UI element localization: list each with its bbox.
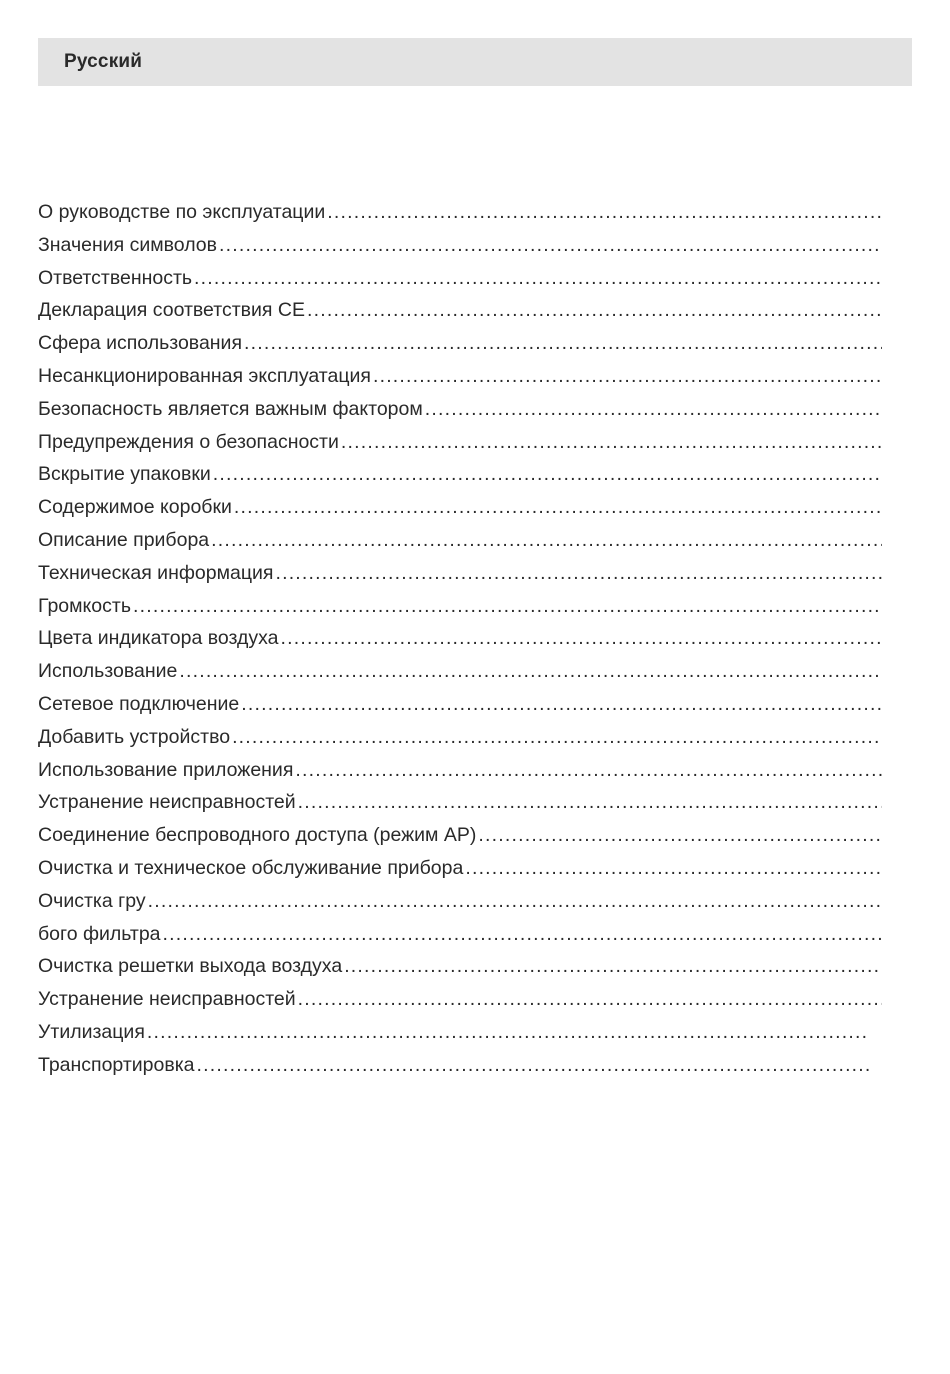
toc-dot-leader <box>373 360 882 393</box>
toc-item[interactable] <box>38 622 882 655</box>
toc-item[interactable] <box>38 885 882 918</box>
language-header <box>38 38 912 86</box>
toc-dot-leader <box>298 786 882 819</box>
toc-item[interactable] <box>38 196 882 229</box>
toc-item[interactable] <box>38 524 882 557</box>
toc-item-label: Очистка решетки выхода воздуха <box>38 955 343 978</box>
toc-item[interactable] <box>38 360 882 393</box>
toc-item[interactable] <box>38 754 882 787</box>
toc-item-label: бого фильтра <box>38 922 161 945</box>
toc-item[interactable] <box>38 491 882 524</box>
toc-item-label: Сфера использования <box>38 332 243 355</box>
toc-item[interactable] <box>38 983 882 1016</box>
toc-item[interactable] <box>38 918 882 951</box>
toc-item[interactable] <box>38 1016 870 1049</box>
toc-item-label: О руководстве по эксплуатации <box>38 201 326 223</box>
toc-item-label: Соединение беспроводного доступа (режим AP) <box>38 824 477 847</box>
toc-dot-leader <box>232 721 882 754</box>
toc-item-label: Устранение неисправностей <box>38 791 296 814</box>
toc-item[interactable] <box>38 721 882 754</box>
toc-item-label: Несанкционированная эксплуатация <box>38 364 371 387</box>
toc-dot-leader <box>219 229 882 262</box>
toc-dot-leader <box>281 622 883 655</box>
toc-item-label: Громкость <box>38 594 131 617</box>
toc-item[interactable] <box>38 819 882 852</box>
toc-item-label: Добавить устройство <box>38 725 231 748</box>
toc-dot-leader <box>295 754 882 787</box>
toc-dot-leader <box>194 262 882 295</box>
toc-item[interactable] <box>38 590 882 623</box>
toc-item[interactable] <box>38 262 882 295</box>
toc-dot-leader <box>275 557 882 590</box>
toc-item[interactable] <box>38 655 882 688</box>
toc-item[interactable] <box>38 458 882 491</box>
toc-item-label: Техническая информация <box>38 561 274 584</box>
toc-item[interactable] <box>38 393 882 426</box>
toc-dot-leader <box>147 1016 870 1049</box>
toc-item-label: Использование <box>38 660 178 683</box>
toc-item-label: Очистка гру <box>38 889 146 912</box>
toc-dot-leader <box>133 590 882 623</box>
toc-item[interactable] <box>38 688 882 721</box>
toc-item-label: Содержимое коробки <box>38 496 232 519</box>
toc-dot-leader <box>341 426 882 459</box>
toc-item-label: Транспортировка <box>38 1053 195 1076</box>
toc-item[interactable] <box>38 229 882 262</box>
toc-dot-leader <box>465 852 882 885</box>
toc-dot-leader <box>179 655 882 688</box>
toc-dot-leader <box>197 1049 870 1082</box>
toc-dot-leader <box>241 688 882 721</box>
toc-dot-leader <box>163 918 882 951</box>
toc-item-label: Вскрытие упаковки <box>38 463 211 486</box>
toc-dot-leader <box>327 196 882 229</box>
toc-item-label: Утилизация <box>38 1020 145 1043</box>
toc-dot-leader <box>213 458 882 491</box>
toc-dot-leader <box>298 983 882 1016</box>
toc-item-label: Значения символов <box>38 233 218 256</box>
toc-dot-leader <box>344 950 882 983</box>
table-of-contents <box>38 196 882 1082</box>
toc-item-label: Декларация соответствия CE <box>38 299 305 322</box>
toc-item-label: Предупреждения о безопасности <box>38 430 339 453</box>
toc-item-label: Использование приложения <box>38 758 294 781</box>
toc-dot-leader <box>478 819 882 852</box>
toc-dot-leader <box>234 491 882 524</box>
toc-item[interactable] <box>38 294 882 327</box>
toc-item[interactable] <box>38 950 882 983</box>
toc-item-label: Описание прибора <box>38 528 210 551</box>
toc-item-label: Ответственность <box>38 266 193 289</box>
toc-item[interactable] <box>38 852 882 885</box>
language-title: Русский <box>64 51 143 72</box>
toc-item[interactable] <box>38 1049 870 1082</box>
toc-dot-leader <box>425 393 882 426</box>
toc-item-label: Безопасность является важным фактором <box>38 397 423 420</box>
toc-item-label: Устранение неисправностей <box>38 988 296 1011</box>
toc-item-label: Сетевое подключение <box>38 692 240 715</box>
toc-item[interactable] <box>38 786 882 819</box>
toc-dot-leader <box>307 294 882 327</box>
toc-dot-leader <box>244 327 882 360</box>
toc-item[interactable] <box>38 557 882 590</box>
toc-item-label: Очистка и техническое обслуживание прибора <box>38 856 464 879</box>
toc-item[interactable] <box>38 426 882 459</box>
toc-item[interactable] <box>38 327 882 360</box>
toc-dot-leader <box>211 524 882 557</box>
toc-dot-leader <box>148 885 882 918</box>
toc-item-label: Цвета индикатора воздуха <box>38 627 279 650</box>
